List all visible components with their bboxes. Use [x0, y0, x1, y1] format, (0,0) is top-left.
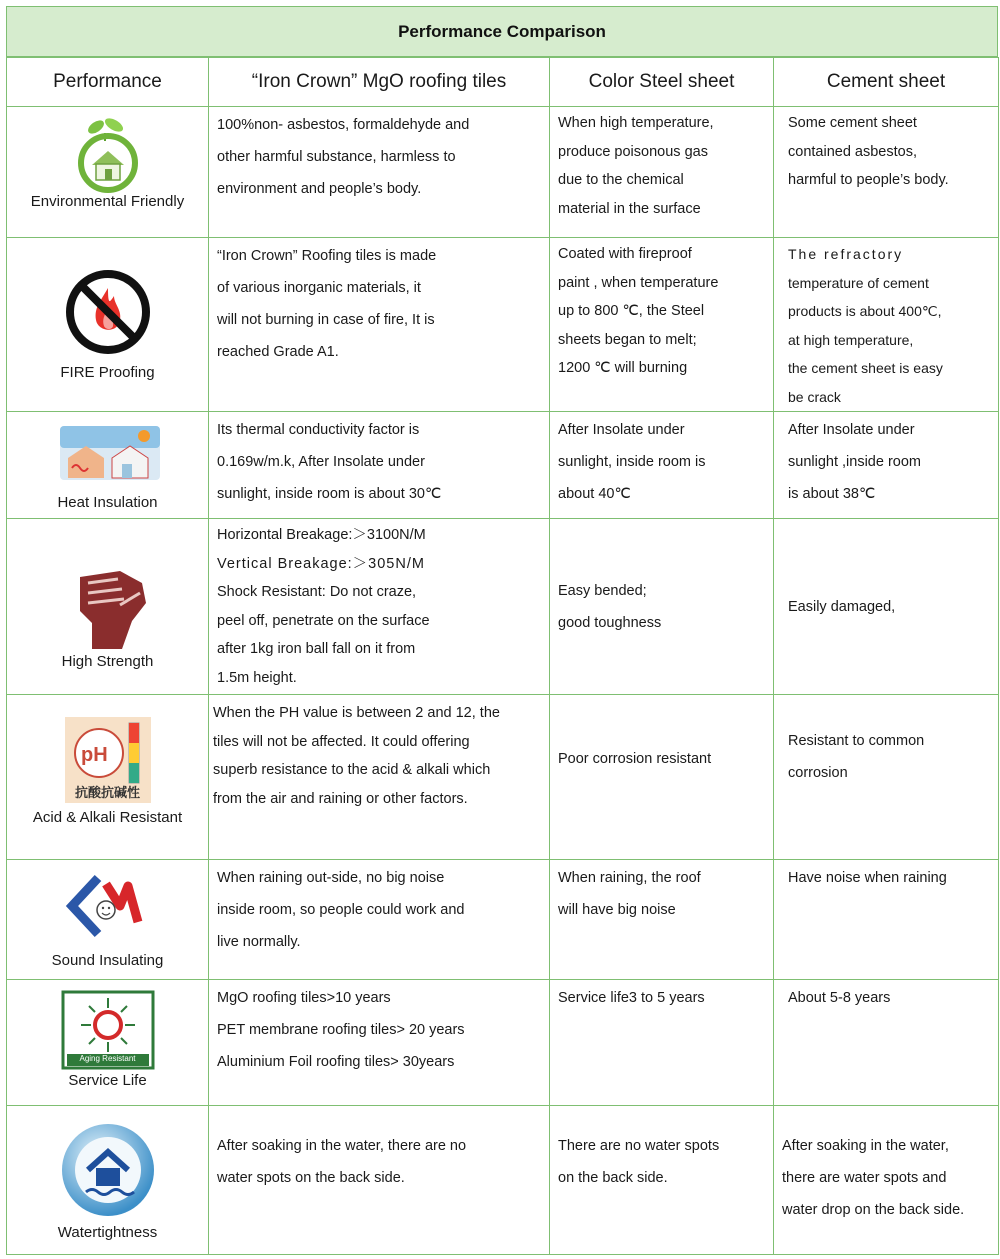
text-line: Service life3 to 5 years: [558, 990, 705, 1006]
perf-cell: [7, 519, 209, 695]
text-line: there are water spots and: [782, 1170, 947, 1186]
text-line: MgO roofing tiles>10 years: [217, 990, 391, 1006]
cement-cell: [774, 519, 999, 695]
text-line: water drop on the back side.: [782, 1202, 965, 1218]
perf-cell: [7, 1106, 209, 1255]
text-line: environment and people’s body.: [217, 181, 422, 197]
header-row: [7, 58, 999, 107]
aging-icon-caption: Aging Resistant: [79, 1054, 136, 1063]
heat-insulation-icon: [58, 424, 158, 484]
text-line: Aluminium Foil roofing tiles> 30years: [217, 1054, 455, 1070]
text-line: Resistant to common: [788, 733, 925, 749]
text-line: PET membrane roofing tiles> 20 years: [217, 1022, 465, 1038]
mgo-cell: [209, 412, 550, 519]
sound-logo-icon: [58, 870, 158, 950]
text-line: from the air and raining or other factors.: [213, 790, 468, 807]
text-line: corrosion: [788, 765, 848, 781]
table-title: Performance Comparison: [6, 6, 998, 57]
cement-cell: [774, 1106, 999, 1255]
cement-cell: [774, 238, 999, 412]
text-line: at high temperature,: [788, 331, 914, 348]
text-line: When raining, the roof: [558, 870, 701, 886]
text-line: the cement sheet is easy: [788, 360, 943, 376]
mgo-cell: [209, 980, 550, 1106]
cement-cell: [774, 107, 999, 238]
text-line: 1.5m height.: [217, 669, 297, 686]
perf-label: Service Life: [68, 1072, 147, 1089]
perf-cell: [7, 107, 209, 238]
text-line: After soaking in the water,: [782, 1138, 949, 1154]
text-line: after 1kg iron ball fall on it from: [217, 641, 416, 657]
perf-label: Watertightness: [57, 1224, 158, 1241]
header-steel: Color Steel sheet: [550, 58, 774, 107]
aging-resistant-icon: [61, 990, 155, 1072]
text-line: 1200 ℃ will burning: [558, 360, 688, 376]
mgo-cell: [209, 107, 550, 238]
text-line: will not burning in case of fire, It is: [217, 312, 435, 328]
text-line: The refractory: [788, 246, 904, 262]
steel-cell: [550, 107, 774, 238]
text-line: products is about 400℃,: [788, 303, 942, 319]
text-line: Its thermal conductivity factor is: [217, 422, 420, 438]
text-line: After soaking in the water, there are no: [217, 1138, 467, 1154]
mgo-cell: [209, 695, 550, 860]
steel-cell: [550, 1106, 774, 1255]
text-line: reached Grade A1.: [217, 344, 339, 360]
ph-meter-icon: [63, 715, 153, 805]
text-line: Have noise when raining: [788, 870, 947, 886]
cement-cell: [774, 980, 999, 1106]
table-row: [7, 412, 999, 519]
cement-cell: [774, 860, 999, 980]
perf-label: Acid & Alkali Resistant: [32, 809, 183, 826]
text-line: 100%non- asbestos, formaldehyde and: [217, 117, 470, 133]
text-line: Some cement sheet: [788, 115, 917, 131]
steel-cell: [550, 412, 774, 519]
svg-text:pH: pH: [80, 744, 108, 766]
no-fire-icon: [58, 268, 158, 368]
table-row: [7, 695, 999, 860]
fist-icon: [58, 563, 158, 653]
text-line: After Insolate under: [558, 422, 685, 438]
text-line: live normally.: [217, 934, 301, 950]
text-line: Easy bended;: [558, 582, 647, 599]
table-row: [7, 238, 999, 412]
text-line: is about 38℃: [788, 486, 876, 502]
perf-cell: [7, 980, 209, 1106]
text-line: Vertical Breakage:＞305N/M: [217, 555, 425, 572]
mgo-cell: [209, 1106, 550, 1255]
table-row: [7, 519, 999, 695]
text-line: After Insolate under: [788, 422, 915, 438]
text-line: paint , when temperature: [558, 274, 719, 291]
steel-cell: [550, 238, 774, 412]
text-line: due to the chemical: [558, 172, 684, 188]
text-line: 0.169w/m.k, After Insolate under: [217, 454, 425, 470]
header-performance: Performance: [7, 58, 209, 107]
header-mgo: “Iron Crown” MgO roofing tiles: [209, 58, 550, 107]
ph-icon-caption: 抗酸抗碱性: [74, 785, 140, 800]
text-line: Coated with fireproof: [558, 246, 692, 262]
perf-label: High Strength: [61, 653, 154, 670]
mgo-cell: [209, 238, 550, 412]
text-line: tiles will not be affected. It could offering: [213, 733, 470, 750]
cement-cell: [774, 412, 999, 519]
text-line: Poor corrosion resistant: [558, 751, 712, 767]
text-line: When high temperature,: [558, 115, 714, 131]
perf-label: Sound Insulating: [51, 952, 164, 969]
text-line: temperature of cement: [788, 274, 929, 291]
steel-cell: [550, 980, 774, 1106]
text-line: Horizontal Breakage:＞3100N/M: [217, 527, 426, 543]
table-row: [7, 980, 999, 1106]
text-line: When raining out-side, no big noise: [217, 870, 445, 886]
perf-label: Environmental Friendly: [30, 193, 185, 210]
table-row: [7, 860, 999, 980]
text-line: other harmful substance, harmless to: [217, 149, 456, 165]
perf-cell: [7, 238, 209, 412]
text-line: good toughness: [558, 614, 662, 631]
comparison-table-wrapper: [6, 6, 998, 1255]
text-line: peel off, penetrate on the surface: [217, 612, 430, 629]
water-house-icon: [58, 1120, 158, 1224]
steel-cell: [550, 695, 774, 860]
eco-house-icon: [58, 113, 158, 193]
text-line: About 5-8 years: [788, 990, 891, 1006]
text-line: about 40℃: [558, 486, 631, 502]
steel-cell: [550, 860, 774, 980]
mgo-cell: [209, 519, 550, 695]
text-line: will have big noise: [558, 902, 676, 918]
text-line: on the back side.: [558, 1170, 668, 1186]
table-row: [7, 107, 999, 238]
text-line: Easily damaged,: [788, 598, 896, 615]
text-line: produce poisonous gas: [558, 143, 708, 160]
mgo-cell: [209, 860, 550, 980]
text-line: sunlight, inside room is about 30℃: [217, 486, 442, 502]
text-line: material in the surface: [558, 200, 701, 217]
header-cement: Cement sheet: [774, 58, 999, 107]
text-line: When the PH value is between 2 and 12, the: [213, 705, 500, 721]
text-line: sunlight, inside room is: [558, 454, 706, 470]
text-line: harmful to people’s body.: [788, 172, 949, 188]
perf-cell: [7, 695, 209, 860]
cement-cell: [774, 695, 999, 860]
text-line: contained asbestos,: [788, 143, 917, 160]
text-line: water spots on the back side.: [217, 1170, 405, 1186]
comparison-table: [6, 57, 999, 1255]
perf-cell: [7, 860, 209, 980]
text-line: There are no water spots: [558, 1138, 720, 1154]
text-line: superb resistance to the acid & alkali which: [213, 762, 491, 778]
text-line: “Iron Crown” Roofing tiles is made: [217, 248, 437, 264]
text-line: up to 800 ℃, the Steel: [558, 303, 705, 319]
text-line: sheets began to melt;: [558, 331, 697, 348]
text-line: of various inorganic materials, it: [217, 280, 421, 296]
perf-cell: [7, 412, 209, 519]
text-line: Shock Resistant: Do not craze,: [217, 584, 417, 600]
perf-label: FIRE Proofing: [60, 364, 155, 381]
text-line: inside room, so people could work and: [217, 902, 465, 918]
text-line: be crack: [788, 388, 841, 405]
text-line: sunlight ,inside room: [788, 454, 921, 470]
table-row: [7, 1106, 999, 1255]
steel-cell: [550, 519, 774, 695]
perf-label: Heat Insulation: [57, 494, 158, 511]
